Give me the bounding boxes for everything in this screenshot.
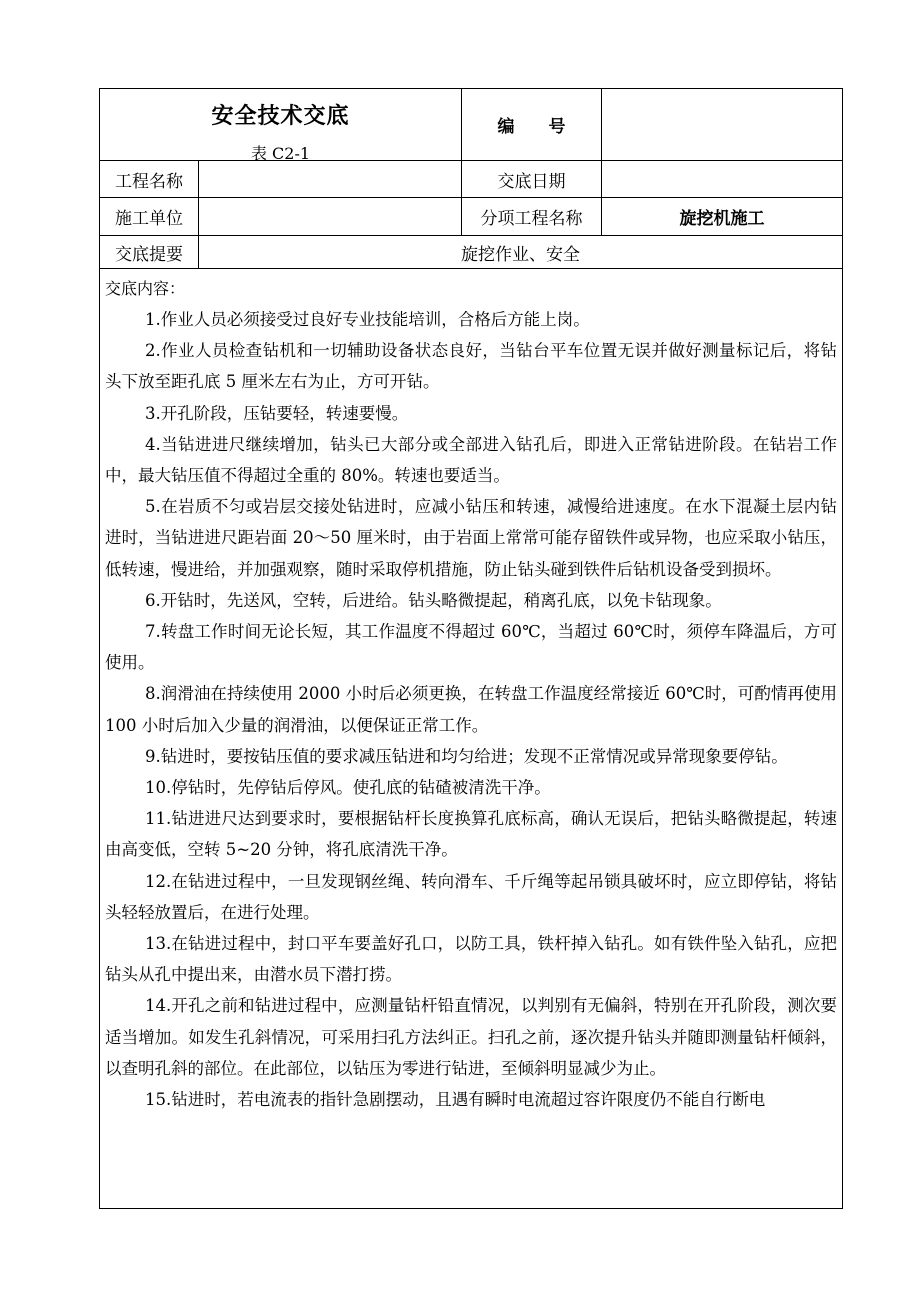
project-name-label: 工程名称 <box>115 171 183 192</box>
form-title: 安全技术交底 <box>211 103 350 129</box>
subproject-value: 旋挖机施工 <box>601 198 842 235</box>
content-item: 10.停钻时，先停钻后停风。使孔底的钻碴被清洗干净。 <box>145 778 551 798</box>
content-item: 13.在钻进过程中，封口平车要盖好孔口，以防工具，铁杆掉入钻孔。如有铁件坠入钻孔，应把钻头从孔中提出来，由潜水员下潜打捞。 <box>105 934 837 985</box>
summary-value: 旋挖作业、安全 <box>198 236 842 268</box>
content-section <box>100 269 842 1115</box>
content-item: 7.转盘工作时间无论长短，其工作温度不得超过 60℃，当超过 60℃时，须停车降温后，方可使用。 <box>105 622 837 673</box>
number-label: 编 号 <box>461 89 601 160</box>
summary-label: 交底提要 <box>115 244 183 265</box>
content-item: 5.在岩质不匀或岩层交接处钻进时，应减小钻压和转速，减慢给进速度。在水下混凝土层内钻进时，当钻进进尺距岩面 20～50 厘米时，由于岩面上常常可能存留铁件或异物，也应采取小钻压，低转速，慢进给，并加强观察，随时采取停机措施，防止钻头碰到铁件后钻机设备受到损坏。 <box>105 497 837 579</box>
date-label: 交底日期 <box>461 161 601 197</box>
content-item: 8.润滑油在持续使用 2000 小时后必须更换，在转盘工作温度经常接近 60℃时，可酌情再使用 100 小时后加入少量的润滑油，以便保证正常工作。 <box>105 684 838 735</box>
date-value <box>601 161 842 197</box>
content-item: 11.钻进进尺达到要求时，要根据钻杆长度换算孔底标高，确认无误后，把钻头略微提起，转速由高变低，空转 5~20 分钟，将孔底清洗干净。 <box>105 809 837 860</box>
content-item: 4.当钻进进尺继续增加，钻头已大部分或全部进入钻孔后，即进入正常钻进阶段。在钻岩工作中，最大钻压值不得超过全重的 80%。转速也要适当。 <box>105 434 837 486</box>
content-item: 2.作业人员检查钻机和一切辅助设备状态良好，当钻台平车位置无误并做好测量标记后，将钻头下放至距孔底 5 厘米左右为止，方可开钻。 <box>105 341 837 392</box>
summary-row <box>100 236 842 269</box>
header-row <box>100 89 842 161</box>
unit-label: 施工单位 <box>115 209 183 229</box>
form-number: 表 C2-1 <box>250 144 311 163</box>
content-label: 交底内容： <box>105 279 186 298</box>
project-row <box>100 161 842 198</box>
content-item: 9.钻进时，要按钻压值的要求减压钻进和均匀给进；发现不正常情况或异常现象要停钻。 <box>145 746 788 766</box>
content-item: 15.钻进时，若电流表的指针急剧摆动，且遇有瞬时电流超过容许限度仍不能自行断电 <box>145 1090 766 1110</box>
content-item: 12.在钻进过程中，一旦发现钢丝绳、转向滑车、千斤绳等起吊锁具破坏时，应立即停钻，将钻头轻轻放置后，在进行处理。 <box>105 871 837 922</box>
project-name-value <box>198 161 461 197</box>
content-item: 6.开钻时，先送风，空转，后进给。钻头略微提起，稍离孔底，以免卡钻现象。 <box>145 590 722 610</box>
disclosure-form <box>99 88 843 1209</box>
content-item: 3.开孔阶段，压钻要轻，转速要慢。 <box>145 403 409 423</box>
unit-value <box>198 198 461 235</box>
number-value <box>601 89 842 160</box>
subproject-label: 分项工程名称 <box>461 198 601 235</box>
content-item: 14.开孔之前和钻进过程中，应测量钻杆铅直情况，以判别有无偏斜，特别在开孔阶段，测次要适当增加。如发生孔斜情况，可采用扫孔方法纠正。扫孔之前，逐次提升钻头并随即测量钻杆倾斜，以查明孔斜的部位。在此部位，以钻压为零进行钻进，至倾斜明显减少为止。 <box>105 996 837 1078</box>
content-item: 1.作业人员必须接受过良好专业技能培训，合格后方能上岗。 <box>145 310 590 329</box>
unit-row <box>100 198 842 236</box>
